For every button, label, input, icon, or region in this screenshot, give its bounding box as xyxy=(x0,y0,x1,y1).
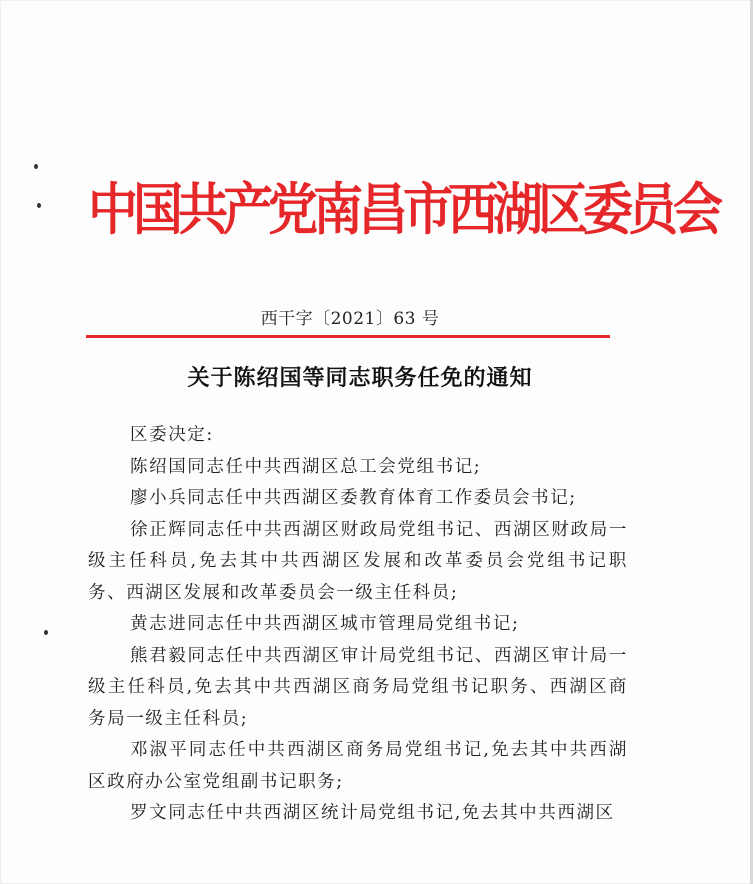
document-number: 西干字〔2021〕63 号 xyxy=(260,309,440,329)
issuing-authority-header: 中国共产党南昌市西湖区委员会 xyxy=(88,177,718,243)
body-paragraph: 徐正辉同志任中共西湖区财政局党组书记、西湖区财政局一级主任科员,免去其中共西湖区发展和改革委员会党组书记职务、西湖区发展和改革委员会一级主任科员; xyxy=(88,519,628,603)
body-paragraph: 罗文同志任中共西湖区统计局党组书记,免去其中共西湖区 xyxy=(130,803,615,823)
scan-mark xyxy=(37,203,41,208)
document-title: 关于陈绍国等同志职务任免的通知 xyxy=(187,365,533,391)
body-paragraph: 邓淑平同志任中共西湖区商务局党组书记,免去其中共西湖区政府办公室党组副书记职务; xyxy=(88,740,628,792)
scan-mark xyxy=(34,164,38,169)
body-paragraph: 黄志进同志任中共西湖区城市管理局党组书记; xyxy=(130,614,520,634)
scan-mark xyxy=(44,630,48,635)
body-paragraph: 廖小兵同志任中共西湖区委教育体育工作委员会书记; xyxy=(130,488,577,508)
body-paragraph: 区委决定: xyxy=(130,425,214,445)
body-paragraph: 熊君毅同志任中共西湖区审计局党组书记、西湖区审计局一级主任科员,免去其中共西湖区商务局党组书记职务、西湖区商务局一级主任科员; xyxy=(88,645,628,729)
document-body xyxy=(88,420,628,830)
red-divider-line xyxy=(86,335,610,338)
body-paragraph: 陈绍国同志任中共西湖区总工会党组书记; xyxy=(130,456,482,477)
